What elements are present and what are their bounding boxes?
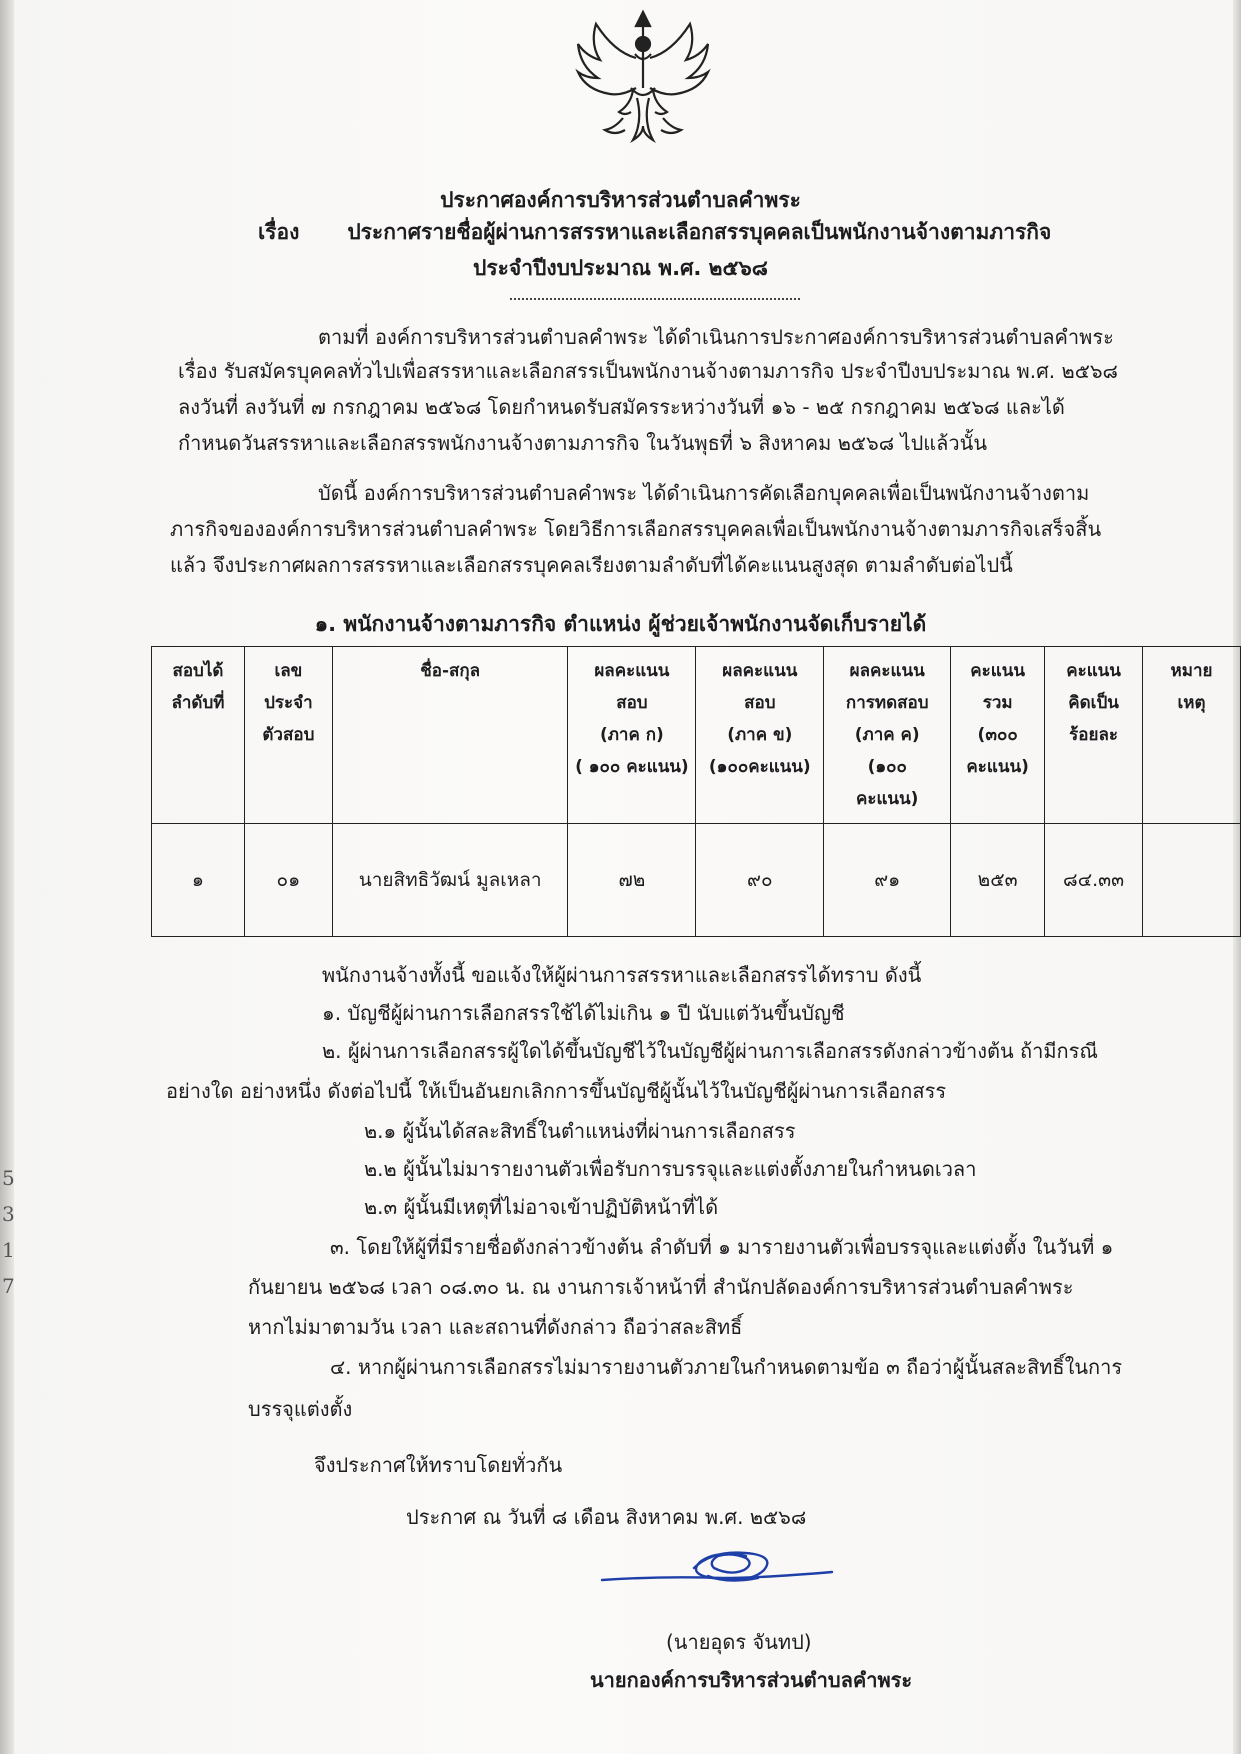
cell-name: นายสิทธิวัฒน์ มูลเหลา xyxy=(332,824,568,937)
issuer-title: ประกาศองค์การบริหารส่วนตำบลคำพระ xyxy=(440,188,801,212)
closing-notice: จึงประกาศให้ทราบโดยทั่วกัน xyxy=(314,1453,563,1477)
separator-line xyxy=(510,298,800,300)
header-total: คะแนน รวม (๓๐๐ คะแนน) xyxy=(951,647,1045,824)
header-score-b: ผลคะแนน สอบ (ภาค ข) (๑๐๐คะแนน) xyxy=(696,647,824,824)
table-row xyxy=(152,824,1241,937)
para1-line1: ตามที่ องค์การบริหารส่วนตำบลคำพระ ได้ดำเนินการประกาศองค์การบริหารส่วนตำบลคำพระ xyxy=(318,325,1114,349)
header-score-c: ผลคะแนน การทดสอบ (ภาค ค) (๑๐๐ คะแนน) xyxy=(824,647,951,824)
para1-line2: เรื่อง รับสมัครบุคคลทั่วไปเพื่อสรรหาและเลือกสรรเป็นพนักงานจ้างตามภารกิจ ประจำปีงบประมาณ พ.ศ. ๒๕๖๘ xyxy=(178,359,1118,383)
header-name: ชื่อ-สกุล xyxy=(332,647,568,824)
condition-item-2-line2: อย่างใด อย่างหนึ่ง ดังต่อไปนี้ ให้เป็นอันยกเลิกการขึ้นบัญชีผู้นั้นไว้ในบัญชีผู้ผ่านการเลือกสรร xyxy=(166,1079,947,1103)
signer-name: (นายอุดร จันทป) xyxy=(666,1630,812,1654)
condition-item-1: ๑. บัญชีผู้ผ่านการเลือกสรรใช้ได้ไม่เกิน ๑ ปี นับแต่วันขึ้นบัญชี xyxy=(322,1001,845,1025)
condition-item-2-3: ๒.๓ ผู้นั้นมีเหตุที่ไม่อาจเข้าปฏิบัติหน้าที่ได้ xyxy=(364,1195,719,1219)
para1-line4: กำหนดวันสรรหาและเลือกสรรพนักงานจ้างตามภารกิจ ในวันพุธที่ ๖ สิงหาคม ๒๕๖๘ ไปแล้วนั้น xyxy=(178,431,987,455)
margin-marks xyxy=(2,1160,22,1304)
cell-note xyxy=(1143,824,1241,937)
header-rank: สอบได้ ลำดับที่ xyxy=(152,647,245,824)
cell-score-c: ๙๑ xyxy=(824,824,951,937)
para2-line1: บัดนี้ องค์การบริหารส่วนตำบลคำพระ ได้ดำเนินการคัดเลือกบุคคลเพื่อเป็นพนักงานจ้างตาม xyxy=(318,481,1090,505)
margin-mark: 1 xyxy=(2,1238,15,1262)
header-score-a: ผลคะแนน สอบ (ภาค ก) ( ๑๐๐ คะแนน) xyxy=(568,647,696,824)
margin-mark: 7 xyxy=(2,1274,15,1298)
garuda-emblem-icon xyxy=(573,6,713,156)
condition-item-3-line1: ๓. โดยให้ผู้ที่มีรายชื่อดังกล่าวข้างต้น ลำดับที่ ๑ มารายงานตัวเพื่อบรรจุและแต่งตั้ง ในวันที่ ๑ xyxy=(330,1235,1114,1259)
cell-score-a: ๗๒ xyxy=(568,824,696,937)
subject-text: ประกาศรายชื่อผู้ผ่านการสรรหาและเลือกสรรบุคคลเป็นพนักงานจ้างตามภารกิจ xyxy=(347,220,1052,244)
closing-date: ประกาศ ณ วันที่ ๘ เดือน สิงหาคม พ.ศ. ๒๕๖๘ xyxy=(406,1505,807,1529)
cell-percent: ๘๔.๓๓ xyxy=(1045,824,1143,937)
margin-mark: 3 xyxy=(2,1202,15,1226)
cell-rank: ๑ xyxy=(152,824,245,937)
fiscal-year: ประจำปีงบประมาณ พ.ศ. ๒๕๖๘ xyxy=(473,256,768,280)
condition-item-3-line3: หากไม่มาตามวัน เวลา และสถานที่ดังกล่าว ถือว่าสละสิทธิ์ xyxy=(248,1315,743,1339)
header-exam-no: เลข ประจำ ตัวสอบ xyxy=(244,647,332,824)
margin-mark: 5 xyxy=(2,1166,15,1190)
header-note: หมาย เหตุ xyxy=(1143,647,1241,824)
header-percent: คะแนน คิดเป็น ร้อยละ xyxy=(1045,647,1143,824)
signature-icon xyxy=(598,1532,838,1602)
condition-item-4-line1: ๔. หากผู้ผ่านการเลือกสรรไม่มารายงานตัวภายในกำหนดตามข้อ ๓ ถือว่าผู้นั้นสละสิทธิ์ในการ xyxy=(330,1355,1123,1379)
subject-line xyxy=(258,216,1051,249)
condition-item-3-line2: กันยายน ๒๕๖๘ เวลา ๐๘.๓๐ น. ณ งานการเจ้าหน้าที่ สำนักปลัดองค์การบริหารส่วนตำบลคำพระ xyxy=(248,1275,1074,1299)
condition-item-4-line2: บรรจุแต่งตั้ง xyxy=(248,1397,353,1421)
signer-title: นายกองค์การบริหารส่วนตำบลคำพระ xyxy=(590,1668,913,1692)
subject-label: เรื่อง xyxy=(258,220,300,244)
table-header-row xyxy=(152,647,1241,824)
cell-score-b: ๙๐ xyxy=(696,824,824,937)
para2-line3: แล้ว จึงประกาศผลการสรรหาและเลือกสรรบุคคลเรียงตามลำดับที่ได้คะแนนสูงสุด ตามลำดับต่อไปนี้ xyxy=(170,553,1013,577)
condition-item-2-line1: ๒. ผู้ผ่านการเลือกสรรผู้ใดได้ขึ้นบัญชีไว้ในบัญชีผู้ผ่านการเลือกสรรดังกล่าวข้างต้น ถ้ามีกรณี xyxy=(322,1039,1098,1063)
header xyxy=(0,182,1241,218)
section-title: ๑. พนักงานจ้างตามภารกิจ ตำแหน่ง ผู้ช่วยเจ้าพนักงานจัดเก็บรายได้ xyxy=(314,612,927,636)
condition-item-2-2: ๒.๒ ผู้นั้นไม่มารายงานตัวเพื่อรับการบรรจุและแต่งตั้งภายในกำหนดเวลา xyxy=(364,1157,977,1181)
condition-item-2-1: ๒.๑ ผู้นั้นได้สละสิทธิ์ในตำแหน่งที่ผ่านการเลือกสรร xyxy=(364,1119,796,1143)
cell-exam-no: ๐๑ xyxy=(244,824,332,937)
cell-total: ๒๕๓ xyxy=(951,824,1045,937)
conditions-intro: พนักงานจ้างทั้งนี้ ขอแจ้งให้ผู้ผ่านการสรรหาและเลือกสรรได้ทราบ ดังนี้ xyxy=(322,963,922,987)
para2-line2: ภารกิจขององค์การบริหารส่วนตำบลคำพระ โดยวิธีการเลือกสรรบุคคลเพื่อเป็นพนักงานจ้างตามภารกิจเสร็จสิ้น xyxy=(170,517,1102,541)
results-table xyxy=(151,646,1241,937)
para1-line3: ลงวันที่ ลงวันที่ ๗ กรกฎาคม ๒๕๖๘ โดยกำหนดรับสมัครระหว่างวันที่ ๑๖ - ๒๕ กรกฎาคม ๒๕๖๘ และได้ xyxy=(178,395,1065,419)
